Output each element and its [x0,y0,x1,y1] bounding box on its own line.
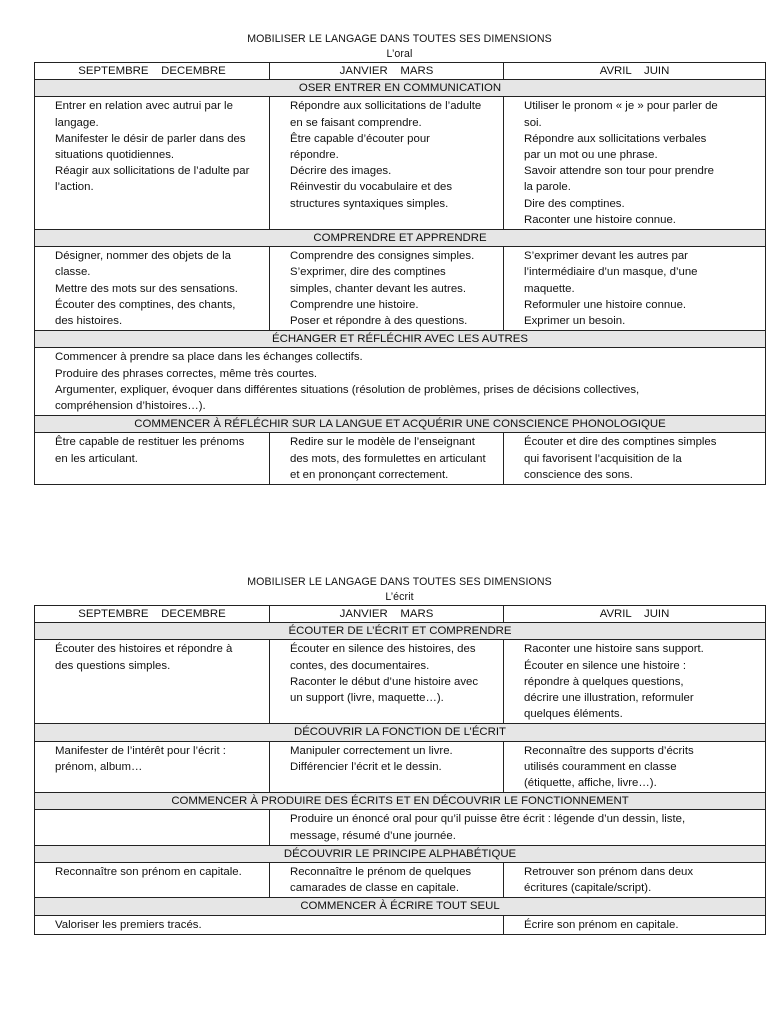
section-title: COMMENCER À ÉCRIRE TOUT SEUL [35,898,766,915]
header-sept-dec: SEPTEMBRE DECEMBRE [35,606,270,623]
section-title: COMPRENDRE ET APPRENDRE [35,230,766,247]
cell-avril-juin: Écouter et dire des comptines simples qui favorisent l’acquisition de la conscience des sons. [524,436,717,481]
header-avril-juin: AVRIL JUIN [504,63,766,80]
table-row [35,863,766,898]
table-row [35,348,766,416]
cell-jan-mars: Redire sur le modèle de l’enseignant des mots, des formulettes en articulant et en prononçant correctement. [290,436,486,481]
header-sept-dec: SEPTEMBRE DECEMBRE [35,63,270,80]
cell-jan-juin: Produire un énoncé oral pour qu’il puisse être écrit : légende d’un dessin, liste, message, résumé d’une journée. [290,813,686,842]
header-avril-juin: AVRIL JUIN [504,606,766,623]
cell-sept-dec: Désigner, nommer des objets de la classe. Mettre des mots sur des sensations. Écouter des comptines, des chants, des histoires. [55,250,238,328]
section-title: COMMENCER À PRODUIRE DES ÉCRITS ET EN DÉCOUVRIR LE FONCTIONNEMENT [35,793,766,810]
section-title: DÉCOUVRIR LE PRINCIPE ALPHABÉTIQUE [35,845,766,862]
section-title: OSER ENTRER EN COMMUNICATION [35,80,766,97]
table-row [35,97,766,230]
header-jan-mars: JANVIER MARS [270,606,504,623]
ecrit-title: MOBILISER LE LANGAGE DANS TOUTES SES DIMENSIONS [247,576,552,588]
cell-jan-mars: Reconnaître le prénom de quelques camarades de classe en capitale. [290,866,472,895]
ecrit-subtitle: L’écrit [385,591,414,603]
cell-jan-mars: Comprendre des consignes simples. S’exprimer, dire des comptines simples, chanter devant les autres. Comprendre une histoire. Poser et répondre à des questions. [290,250,475,328]
cell-avril-juin: Utiliser le pronom « je » pour parler de soi. Répondre aux sollicitations verbales par un mot ou une phrase. Savoir attendre son tour pour prendre la parole. Dire des comptines. Raconter une histoire connue. [524,100,718,226]
cell-avril-juin: Écrire son prénom en capitale. [524,918,679,931]
cell-sept-mars: Valoriser les premiers tracés. [55,918,202,931]
table-row [35,247,766,331]
section-title: ÉCHANGER ET RÉFLÉCHIR AVEC LES AUTRES [35,331,766,348]
section-title: COMMENCER À RÉFLÉCHIR SUR LA LANGUE ET ACQUÉRIR UNE CONSCIENCE PHONOLOGIQUE [35,416,766,433]
table-row [35,741,766,793]
ecrit-block [34,575,765,935]
header-jan-mars: JANVIER MARS [270,63,504,80]
cell-avril-juin: S’exprimer devant les autres par l’intermédiaire d’un masque, d’une maquette. Reformuler une histoire connue. Exprimer un besoin. [524,250,698,328]
header-row [35,606,766,623]
cell-avril-juin: Retrouver son prénom dans deux écritures (capitale/script). [524,866,694,895]
table-row [35,640,766,724]
oral-title: MOBILISER LE LANGAGE DANS TOUTES SES DIMENSIONS [247,33,552,45]
section-title: DÉCOUVRIR LA FONCTION DE L’ÉCRIT [35,724,766,741]
cell-sept-dec: Être capable de restituer les prénoms en les articulant. [55,436,245,465]
oral-block [34,32,765,485]
cell-sept-dec: Écouter des histoires et répondre à des questions simples. [55,643,233,672]
cell-jan-mars: Manipuler correctement un livre. Différencier l’écrit et le dessin. [290,744,453,773]
cell-sept-dec: Entrer en relation avec autrui par le langage. Manifester le désir de parler dans des situations quotidiennes. Réagir aux sollicitations de l’adulte par l’action. [55,100,250,194]
header-row [35,63,766,80]
table-row [35,433,766,485]
cell-sept-dec: Reconnaître son prénom en capitale. [55,866,242,879]
cell-full-year: Commencer à prendre sa place dans les échanges collectifs. Produire des phrases correctes, même très courtes. Argumenter, expliquer, évoquer dans différentes situations (résolution de problèmes, prises de décisions collectives, compréhension d’histoires…). [55,351,640,413]
cell-avril-juin: Reconnaître des supports d’écrits utilisés couramment en classe (étiquette, affiche, livre…). [524,744,694,790]
ecrit-table [34,605,766,935]
cell-jan-mars: Répondre aux sollicitations de l’adulte en se faisant comprendre. Être capable d’écouter pour répondre. Décrire des images. Réinvestir du vocabulaire et des structures syntaxiques simples. [290,100,482,210]
cell-avril-juin: Raconter une histoire sans support. Écouter en silence une histoire : répondre à quelques questions, décrire une illustration, reformuler quelques éléments. [524,643,704,721]
cell-jan-mars: Écouter en silence des histoires, des contes, des documentaires. Raconter le début d’une histoire avec un support (livre, maquette…). [290,643,479,705]
table-row [35,915,766,934]
table-row [35,810,766,845]
cell-sept-dec-empty [35,810,270,845]
cell-sept-dec: Manifester de l’intérêt pour l’écrit : prénom, album… [55,744,226,773]
oral-table [34,62,766,485]
section-title: ÉCOUTER DE L’ÉCRIT ET COMPRENDRE [35,623,766,640]
oral-subtitle: L’oral [386,48,413,60]
